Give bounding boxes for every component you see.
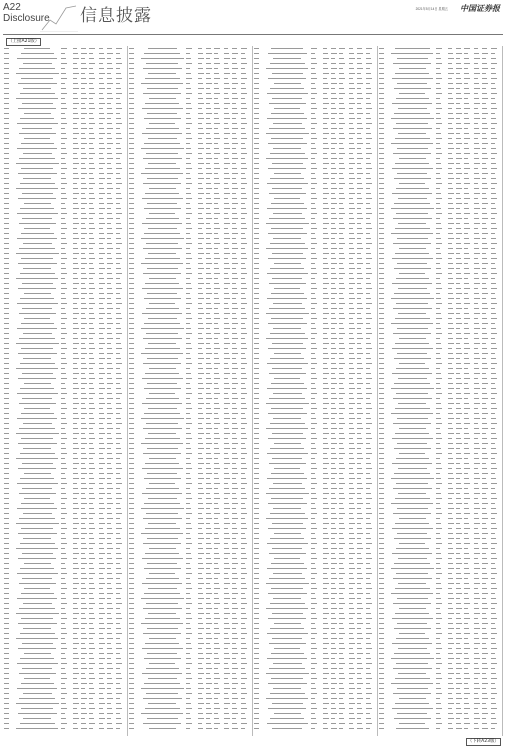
- header-rule: [3, 34, 503, 35]
- section-name-en: Disclosure: [3, 14, 50, 24]
- page-header: [0, 0, 506, 34]
- section-name-cn: 信息披露: [80, 6, 152, 26]
- continued-from-label: （上接A21版）: [6, 38, 41, 46]
- newspaper-logo: 中国证券报: [460, 3, 500, 14]
- page-number: A22: [3, 3, 21, 13]
- disclosure-table: [3, 46, 503, 736]
- table-column: [128, 46, 253, 736]
- issue-date: 2021年5月14日 星期五: [416, 6, 448, 11]
- table-row: [3, 726, 126, 731]
- table-column: [3, 46, 128, 736]
- chart-decoration-icon: [40, 2, 78, 32]
